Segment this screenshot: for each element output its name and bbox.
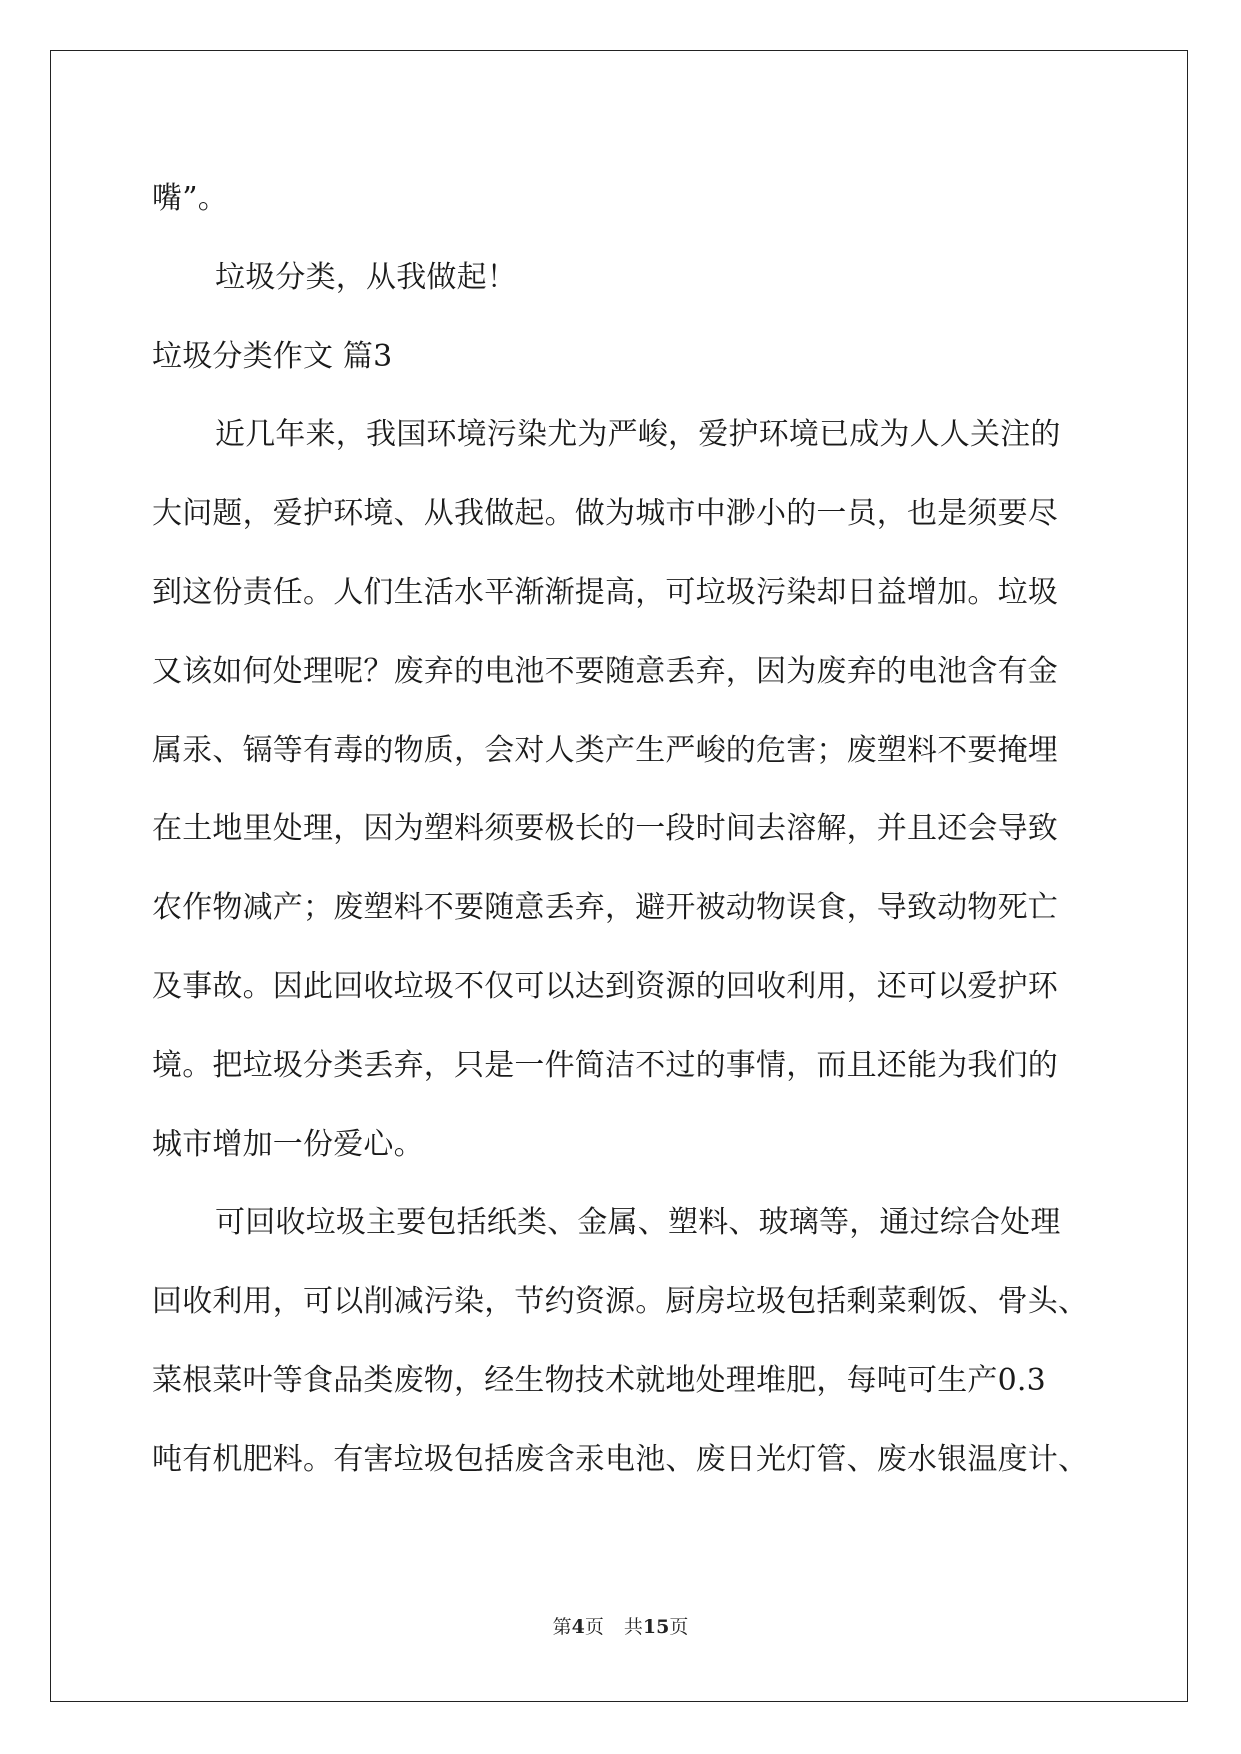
text-line: 属汞、镉等有毒的物质，会对人类产生严峻的危害；废塑料不要掩埋 — [152, 732, 1058, 768]
section-heading: 垃圾分类作文 篇3 — [152, 338, 393, 374]
text-line: 境。把垃圾分类丢弃，只是一件简洁不过的事情，而且还能为我们的 — [152, 1047, 1058, 1083]
text-line: 城市增加一份爱心。 — [152, 1126, 424, 1162]
text-line: 可回收垃圾主要包括纸类、金属、塑料、玻璃等，通过综合处理 — [215, 1205, 1061, 1241]
page-footer — [0, 1612, 1241, 1639]
footer-total-suffix: 页 — [669, 1616, 689, 1638]
footer-page-suffix: 页 — [584, 1616, 604, 1638]
footer-total-prefix: 共 — [623, 1616, 643, 1638]
text-line: 到这份责任。人们生活水平渐渐提高，可垃圾污染却日益增加。垃圾 — [152, 574, 1058, 610]
text-line: 菜根菜叶等食品类废物，经生物技术就地处理堆肥，每吨可生产0.3 — [152, 1362, 1046, 1398]
text-line: 大问题，爱护环境、从我做起。做为城市中渺小的一员，也是须要尽 — [152, 496, 1058, 532]
text-line: 嘴”。 — [152, 181, 228, 216]
text-line: 近几年来，我国环境污染尤为严峻，爱护环境已成为人人关注的 — [215, 417, 1061, 453]
footer-prefix: 第 — [552, 1616, 572, 1638]
text-line: 在土地里处理，因为塑料须要极长的一段时间去溶解，并且还会导致 — [152, 811, 1058, 847]
page-number: 4 — [571, 1616, 585, 1638]
document-body — [152, 160, 1092, 1500]
text-line: 及事故。因此回收垃圾不仅可以达到资源的回收利用，还可以爱护环 — [152, 968, 1058, 1004]
text-line: 又该如何处理呢？废弃的电池不要随意丢弃，因为废弃的电池含有金 — [152, 653, 1058, 689]
text-line: 垃圾分类，从我做起！ — [215, 259, 517, 295]
total-pages: 15 — [642, 1616, 670, 1638]
text-line: 回收利用，可以削减污染，节约资源。厨房垃圾包括剩菜剩饭、骨头、 — [152, 1284, 1089, 1320]
text-line: 吨有机肥料。有害垃圾包括废含汞电池、废日光灯管、废水银温度计、 — [152, 1441, 1089, 1477]
text-line: 农作物减产；废塑料不要随意丢弃，避开被动物误食，导致动物死亡 — [152, 890, 1058, 926]
